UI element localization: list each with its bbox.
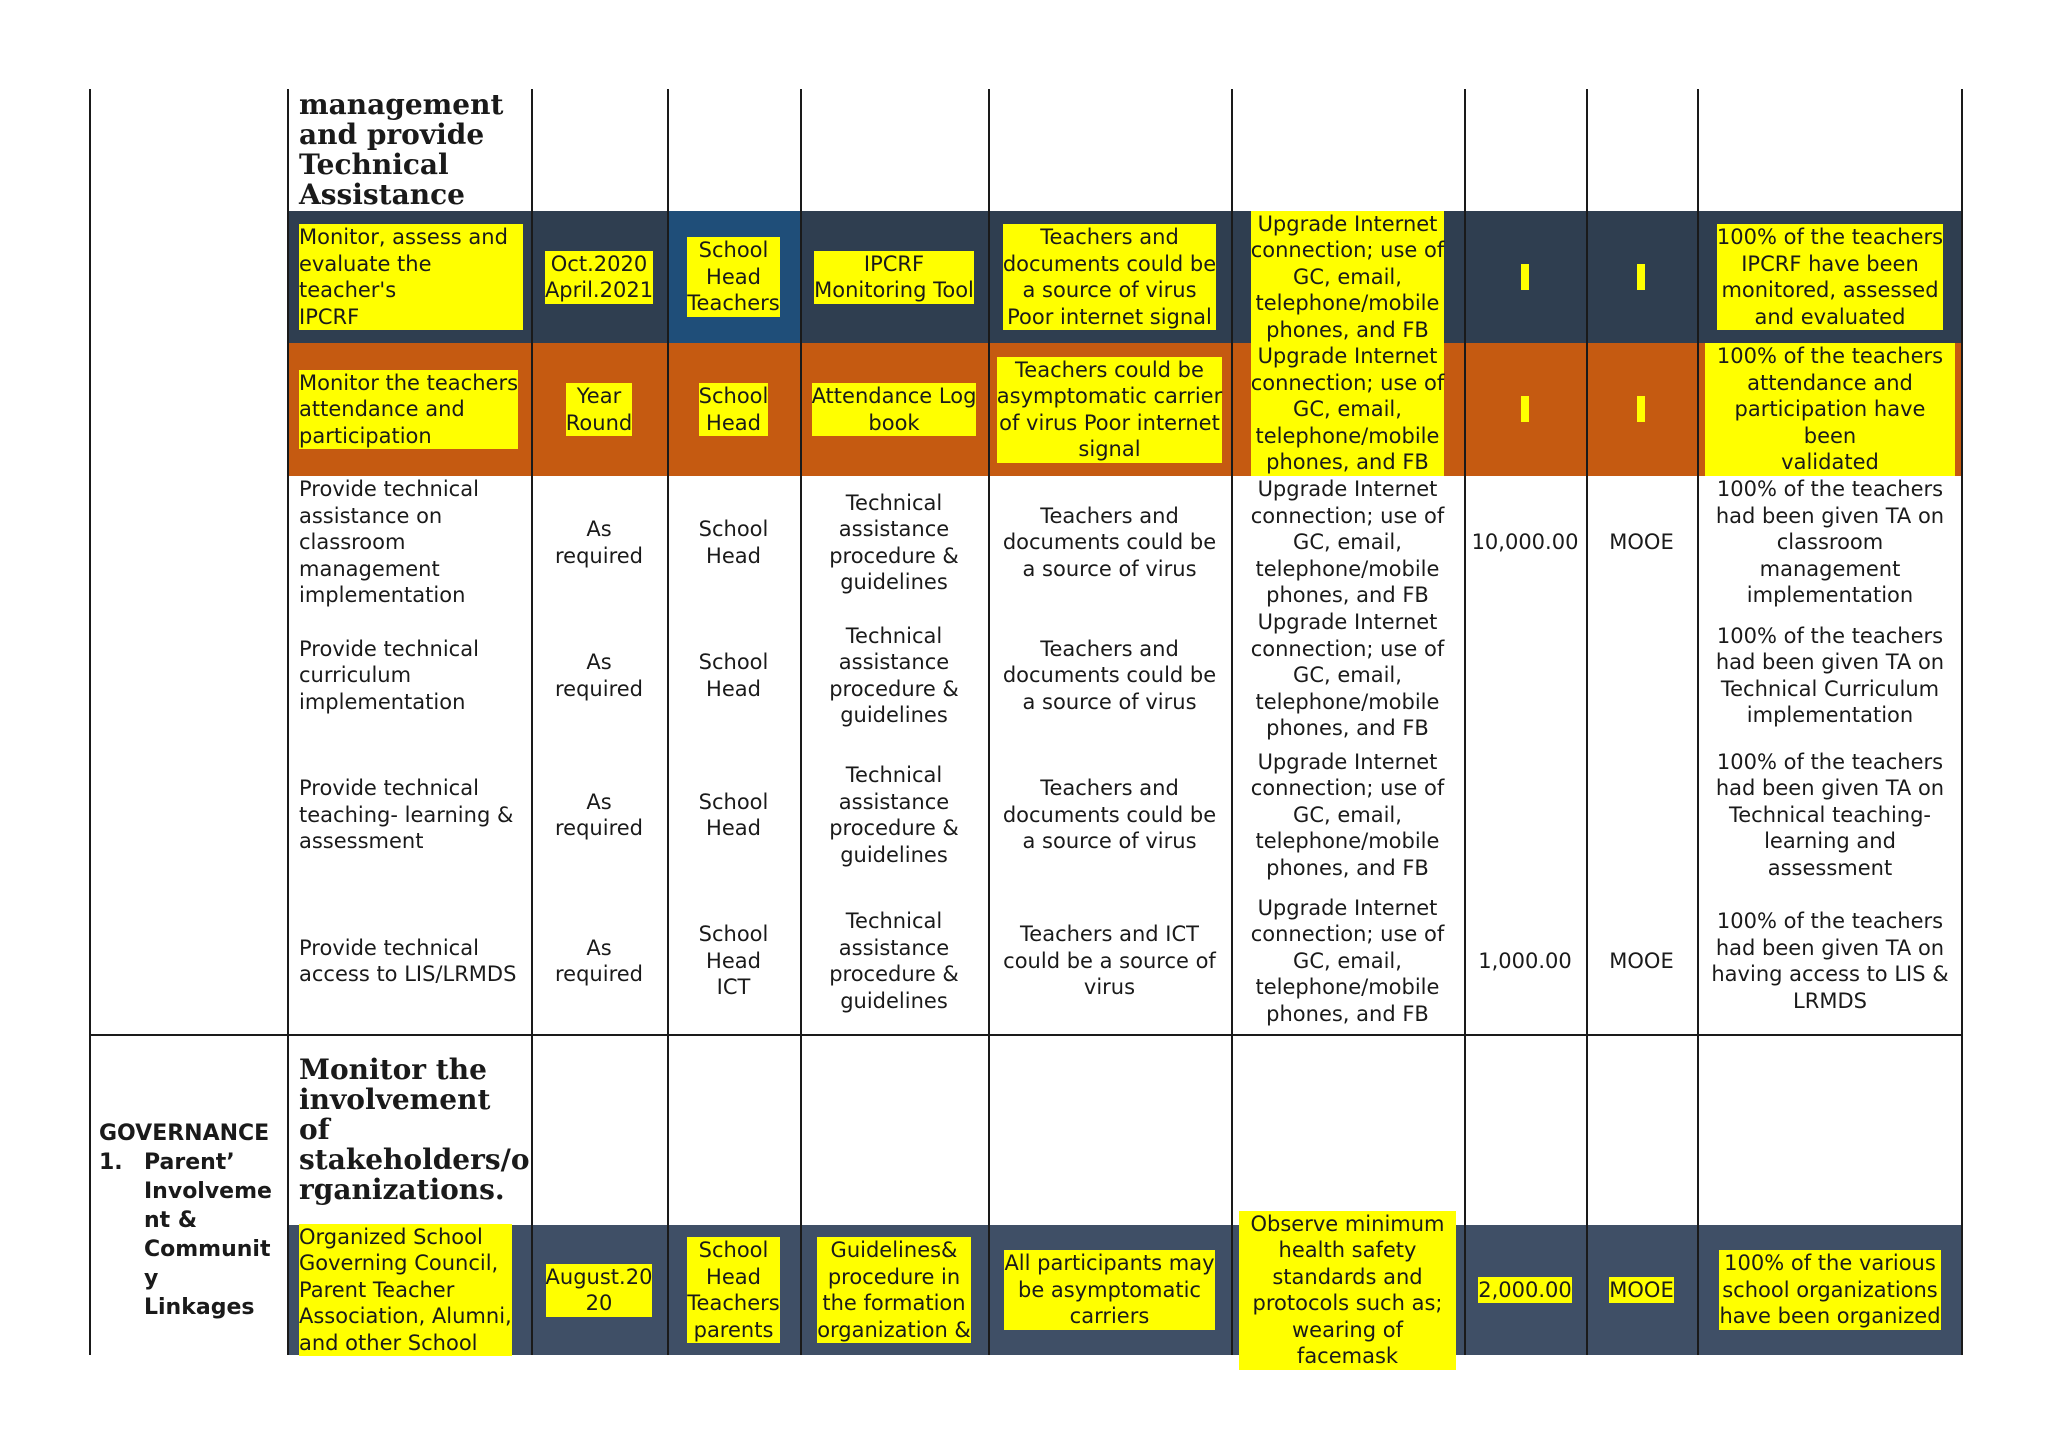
resources-text: Attendance Log book <box>811 384 977 435</box>
table-row <box>287 476 1963 609</box>
mitigation-text: Upgrade Internet connection; use of GC, email, telephone/mobile phones, and FB <box>1250 895 1445 1026</box>
persons-text: School Head Teachers <box>687 238 780 316</box>
resources-text: Technical assistance procedure & guidelines <box>829 490 959 594</box>
table-row <box>287 211 1963 343</box>
grid-line <box>1464 89 1466 1355</box>
plan-table <box>89 88 1963 1368</box>
activity-text: Provide technical teaching- learning & assessment <box>299 776 514 854</box>
persons-text: School Head <box>698 789 769 840</box>
activity-text: Provide technical assistance on classroom management implementation <box>299 477 479 608</box>
mitigation-text: Upgrade Internet connection; use of GC, email, telephone/mobile phones, and FB <box>1250 610 1445 741</box>
timeframe-text: Year Round <box>565 384 633 435</box>
mitigation-text: Upgrade Internet connection; use of GC, email, telephone/mobile phones, and FB <box>1250 211 1445 342</box>
activity-text: Provide technical access to LIS/LRMDS <box>299 935 517 986</box>
risks-text: Teachers and ICT could be a source of virus <box>1003 922 1216 1000</box>
mitigation-text: Upgrade Internet connection; use of GC, email, telephone/mobile phones, and FB <box>1250 477 1445 608</box>
persons-text: School Head <box>698 517 769 568</box>
grid-line <box>667 89 669 1355</box>
risks-text: Teachers and documents could be a source of virus <box>1002 776 1217 854</box>
resources-text: Guidelines& procedure in the formation organization & <box>817 1238 971 1342</box>
table-row <box>287 888 1963 1034</box>
indicator-text: 100% of the teachers IPCRF have been monitored, assessed and evaluated <box>1716 225 1944 329</box>
resources-text: Technical assistance procedure & guidelines <box>829 623 959 727</box>
persons-text: School Head <box>698 650 769 701</box>
mitigation-text: Upgrade Internet connection; use of GC, email, telephone/mobile phones, and FB <box>1250 749 1445 880</box>
amount-text: 2,000.00 <box>1478 1277 1572 1302</box>
grid-line <box>1586 89 1588 1355</box>
grid-line <box>800 89 802 1355</box>
grid-line <box>287 1034 1963 1036</box>
amount-highlight-mark <box>1521 396 1529 422</box>
activity-text: Monitor the teachers attendance and participation <box>299 370 519 448</box>
risks-text: Teachers and documents could be a source of virus Poor internet signal <box>1002 225 1217 329</box>
objective-heading-text: Monitor the involvement of stakeholders/o rganizations. <box>299 1052 530 1206</box>
risks-text: Teachers and documents could be a source of virus <box>1002 503 1217 581</box>
governance-item-number: 1. <box>99 1150 123 1175</box>
grid-line <box>287 89 289 1355</box>
mitigation-text: Upgrade Internet connection; use of GC, email, telephone/mobile phones, and FB <box>1250 344 1445 475</box>
timeframe-text: As required <box>555 517 643 568</box>
activity-text: Provide technical curriculum implementation <box>299 636 479 714</box>
source-text: MOOE <box>1609 1277 1674 1302</box>
governance-heading: GOVERNANCE <box>99 1121 270 1146</box>
section-header-cell <box>287 89 531 211</box>
persons-text: School Head <box>698 384 769 435</box>
indicator-text: 100% of the teachers had been given TA on Technical Curriculum implementation <box>1715 623 1945 727</box>
grid-line <box>1697 89 1699 1355</box>
risks-text: All participants may be asymptomatic carriers <box>1004 1251 1215 1329</box>
source-highlight-mark <box>1637 264 1645 290</box>
governance-label <box>99 1119 279 1320</box>
grid-line <box>988 89 990 1355</box>
amount-text: 1,000.00 <box>1478 948 1572 973</box>
resources-text: Technical assistance procedure & guidelines <box>829 763 959 867</box>
indicator-text: 100% of the various school organizations have been organized <box>1719 1251 1941 1329</box>
section-header-text: management and provide Technical Assistance <box>299 88 504 211</box>
grid-line <box>89 89 91 1355</box>
grid-line <box>531 89 533 1355</box>
governance-item-label: Parent’ Involveme nt & Communit y Linkages <box>144 1150 272 1320</box>
timeframe-text: As required <box>555 935 643 986</box>
indicator-text: 100% of the teachers had been given TA on classroom management implementation <box>1715 477 1945 608</box>
indicator-text: 100% of the teachers attendance and participation have been validated <box>1705 343 1955 476</box>
grid-line <box>1961 89 1963 1355</box>
mitigation-text: Observe minimum health safety standards and protocols such as; wearing of facemask <box>1239 1211 1456 1370</box>
amount-highlight-mark <box>1521 264 1529 290</box>
amount-text: 10,000.00 <box>1471 530 1579 555</box>
indicator-text: 100% of the teachers had been given TA on Technical teaching- learning and assessment <box>1715 749 1945 880</box>
source-text: MOOE <box>1609 530 1674 555</box>
table-row <box>287 742 1963 888</box>
persons-text: School Head Teachers parents <box>687 1238 780 1342</box>
grid-line <box>89 1034 287 1036</box>
grid-line <box>1231 89 1233 1355</box>
persons-text: School Head ICT <box>698 922 769 1000</box>
objective-heading-cell <box>287 1034 531 1225</box>
source-highlight-mark <box>1637 396 1645 422</box>
table-row <box>287 343 1963 476</box>
activity-text: Monitor, assess and evaluate the teacher's IPCRF <box>299 224 523 330</box>
timeframe-text: As required <box>555 650 643 701</box>
resources-text: IPCRF Monitoring Tool <box>814 251 974 302</box>
risks-text: Teachers and documents could be a source of virus <box>1002 636 1217 714</box>
activity-text: Organized School Governing Council, Parent Teacher Association, Alumni, and other School <box>299 1224 512 1355</box>
table-row <box>287 1211 1963 1368</box>
resources-text: Technical assistance procedure & guidelines <box>829 909 959 1013</box>
source-text: MOOE <box>1609 948 1674 973</box>
table-row <box>287 609 1963 742</box>
timeframe-text: As required <box>555 789 643 840</box>
risks-text: Teachers could be asymptomatic carrier of virus Poor internet signal <box>996 357 1223 461</box>
timeframe-text: August.20 20 <box>545 1264 653 1315</box>
indicator-text: 100% of the teachers had been given TA on having access to LIS & LRMDS <box>1711 909 1949 1013</box>
timeframe-text: Oct.2020 April.2021 <box>544 251 654 302</box>
